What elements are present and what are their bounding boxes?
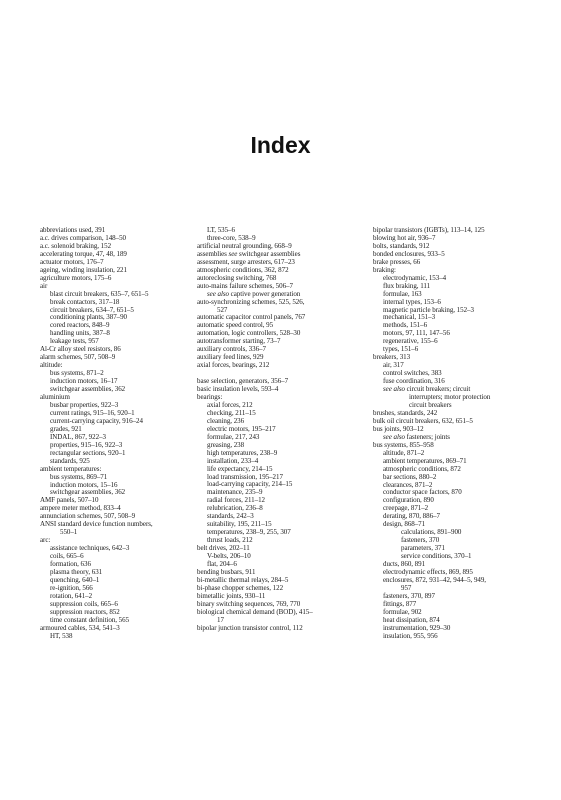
index-entry: ambient temperatures:: [40, 464, 102, 473]
index-entry: 957: [401, 583, 412, 592]
index-entry: see also circuit breakers; circuit: [383, 385, 471, 394]
index-entry: conductor space factors, 870: [383, 488, 462, 497]
index-entry: basic insulation levels, 593–4: [197, 385, 279, 394]
index-entry: busbar properties, 922–3: [50, 400, 119, 409]
index-entry: magnetic particle braking, 152–3: [383, 305, 474, 314]
index-entry: service conditions, 370–1: [401, 552, 472, 561]
index-entry: a.c. drives comparison, 148–50: [40, 233, 126, 242]
index-entry: suppression reactors, 852: [50, 607, 120, 616]
index-entry: properties, 915–16, 922–3: [50, 440, 123, 449]
index-entry: LT, 535–6: [207, 226, 235, 234]
index-entry: types, 151–6: [383, 345, 419, 354]
index-entry: rectangular sections, 920–1: [50, 448, 126, 457]
index-entry: checking, 211–15: [207, 408, 256, 417]
index-entry: fasteners, 370: [401, 536, 440, 545]
index-entry: bolts, standards, 912: [373, 241, 430, 250]
index-entry: suitability, 195, 211–15: [207, 520, 272, 529]
index-entry: induction motors, 16–17: [50, 377, 118, 386]
index-entry: parameters, 371: [401, 544, 445, 553]
index-entry: standards, 925: [50, 456, 90, 465]
index-entry: electrodynamic effects, 869, 895: [383, 567, 473, 576]
index-entry: maintenance, 235–9: [207, 488, 263, 497]
index-entry: internal types, 153–6: [383, 297, 441, 306]
index-entry: auxiliary feed lines, 929: [197, 353, 264, 362]
index-entry: brushes, standards, 242: [373, 408, 438, 417]
index-entry: altitude:: [40, 361, 63, 370]
index-entry: 527: [217, 305, 228, 314]
index-entry: agriculture motors, 175–6: [40, 273, 112, 282]
index-entry: cored reactors, 848–9: [50, 321, 110, 330]
index-entry: induction motors, 15–16: [50, 480, 118, 489]
index-entry: load transmission, 195–217: [207, 472, 283, 481]
index-entry: atmospheric conditions, 872: [383, 464, 461, 473]
index-entry: break contactors, 317–18: [50, 297, 120, 306]
index-entry: flux braking, 111: [383, 281, 431, 290]
index-entry: creepage, 871–2: [383, 504, 429, 513]
index-entry: conditioning plants, 387–90: [50, 313, 128, 322]
index-entry: design, 868–71: [383, 520, 426, 529]
index-entry: bar sections, 880–2: [383, 472, 437, 481]
index-entry: fuse coordination, 316: [383, 377, 445, 386]
index-entry: biological chemical demand (BOD), 415–: [197, 607, 313, 616]
index-entry: relubrication, 236–8: [207, 504, 263, 513]
index-entry: electrodynamic, 153–4: [383, 273, 447, 282]
index-entry: arc:: [40, 536, 51, 545]
index-entry: Al-Cr alloy steel resistors, 86: [40, 345, 121, 354]
index-entry: plasma theory, 631: [50, 567, 103, 576]
index-entry: flat, 204–6: [207, 560, 237, 569]
index-entry: control switches, 383: [383, 369, 442, 378]
index-entry: bus joints, 903–12: [373, 424, 424, 433]
index-entry: high temperatures, 238–9: [207, 448, 278, 457]
index-entry: automation, logic controllers, 528–30: [197, 329, 301, 338]
index-entry: formulae, 217, 243: [207, 432, 260, 441]
index-entry: INDAL, 867, 922–3: [50, 432, 106, 441]
index-entry: insulation, 955, 956: [383, 631, 438, 640]
index-entry: assemblies see switchgear assemblies: [197, 249, 301, 258]
index-entry: belt drives, 202–11: [197, 544, 250, 553]
index-entry: aluminium: [40, 393, 70, 402]
index-body: [0, 227, 561, 787]
index-entry: radial forces, 211–12: [207, 496, 265, 505]
index-entry: 550–1: [60, 528, 78, 537]
index-entry: artificial neutral grounding, 668–9: [197, 241, 292, 250]
index-entry: autotransformer starting, 73–7: [197, 337, 281, 346]
index-column-2: [197, 227, 372, 633]
index-entry: auto-mains failure schemes, 506–7: [197, 281, 293, 290]
index-entry: assessment, surge arresters, 617–23: [197, 257, 295, 266]
index-entry: electric motors, 195–217: [207, 424, 276, 433]
index-entry: air, 317: [383, 361, 404, 370]
index-entry: bi-metallic thermal relays, 284–5: [197, 575, 289, 584]
index-entry: standards, 242–3: [207, 512, 254, 521]
index-entry: motors, 97, 111, 147–56: [383, 329, 450, 338]
index-entry: re-ignition, 566: [50, 583, 93, 592]
index-entry: load-carrying capacity, 214–15: [207, 480, 293, 489]
index-column-3: [373, 227, 558, 641]
index-entry: automatic capacitor control panels, 767: [197, 313, 306, 322]
index-entry: suppression coils, 665–6: [50, 599, 118, 608]
index-entry: actuator motors, 176–7: [40, 257, 104, 266]
index-entry: life expectancy, 214–15: [207, 464, 273, 473]
index-entry: blowing hot air, 936–7: [373, 233, 436, 242]
index-entry: axial forces, 212: [207, 400, 253, 409]
index-entry: binary switching sequences, 769, 770: [197, 599, 301, 608]
index-entry: see also captive power generation: [207, 289, 301, 298]
index-entry: air: [40, 281, 48, 290]
index-entry: accelerating torque, 47, 48, 189: [40, 249, 127, 258]
index-entry: auto-synchronizing schemes, 525, 526,: [197, 297, 305, 306]
index-entry: circuit breakers, 634–7, 651–5: [50, 305, 134, 314]
index-entry: altitude, 871–2: [383, 448, 425, 457]
index-entry: calculations, 891–900: [401, 528, 462, 537]
index-entry: handling units, 387–8: [50, 329, 110, 338]
index-entry: bus systems, 855–958: [373, 440, 434, 449]
index-entry: cleaning, 236: [207, 416, 245, 425]
index-entry: grades, 921: [50, 424, 82, 433]
index-column-1: [40, 227, 198, 641]
page-title: Index: [250, 132, 311, 158]
index-entry: formulae, 163: [383, 289, 422, 298]
index-entry: instrumentation, 929–30: [383, 623, 451, 632]
index-entry: brake presses, 66: [373, 257, 421, 266]
index-entry: formulae, 902: [383, 607, 422, 616]
index-entry: annunciation schemes, 507, 508–9: [40, 512, 136, 521]
index-entry: auxiliary controls, 336–7: [197, 345, 266, 354]
index-entry: switchgear assemblies, 362: [50, 385, 126, 394]
index-entry: three-core, 538–9: [207, 233, 256, 242]
index-entry: armoured cables, 534, 541–3: [40, 623, 120, 632]
index-entry: alarm schemes, 507, 508–9: [40, 353, 116, 362]
index-entry: bimetallic joints, 930–11: [197, 591, 266, 600]
index-entry: ampere meter method, 833–4: [40, 504, 121, 513]
index-entry: bulk oil circuit breakers, 632, 651–5: [373, 416, 473, 425]
index-entry: current ratings, 915–16, 920–1: [50, 408, 135, 417]
index-entry: configuration, 890: [383, 496, 434, 505]
index-entry: a.c. solenoid braking, 152: [40, 241, 112, 250]
index-entry: thrust loads, 212: [207, 536, 253, 545]
index-entry: assistance techniques, 642–3: [50, 544, 130, 553]
index-entry: regenerative, 155–6: [383, 337, 438, 346]
index-entry: switchgear assemblies, 362: [50, 488, 126, 497]
index-entry: breakers, 313: [373, 353, 411, 362]
index-entry: 17: [217, 615, 224, 624]
index-entry: HT, 538: [50, 631, 73, 640]
index-entry: atmospheric conditions, 362, 872: [197, 265, 289, 274]
index-entry: axial forces, bearings, 212: [197, 361, 270, 370]
index-entry: installation, 233–4: [207, 456, 259, 465]
index-entry: time constant definition, 565: [50, 615, 130, 624]
index-entry: AMF panels, 507–10: [40, 496, 99, 505]
index-entry: see also fasteners; joints: [383, 432, 450, 441]
index-entry: greasing, 238: [207, 440, 245, 449]
index-entry: methods, 151–6: [383, 321, 428, 330]
index-entry: abbreviations used, 391: [40, 226, 106, 234]
index-entry: bipolar transistors (IGBTs), 113–14, 125: [373, 226, 485, 234]
index-entry: braking:: [373, 265, 396, 274]
index-entry: mechanical, 151–3: [383, 313, 436, 322]
index-entry: clearances, 871–2: [383, 480, 433, 489]
index-entry: current-carrying capacity, 916–24: [50, 416, 143, 425]
index-entry: heat dissipation, 874: [383, 615, 440, 624]
index-entry: fasteners, 370, 897: [383, 591, 435, 600]
index-entry: bi-phase chopper schemes, 122: [197, 583, 284, 592]
index-entry: fittings, 877: [383, 599, 417, 608]
index-entry: bonded enclosures, 933–5: [373, 249, 445, 258]
index-entry: temperatures, 238–9, 255, 307: [207, 528, 291, 537]
index-entry: formation, 636: [50, 560, 91, 569]
index-entry: ageing, winding insulation, 221: [40, 265, 127, 274]
index-entry: rotation, 641–2: [50, 591, 93, 600]
index-entry: quenching, 640–1: [50, 575, 100, 584]
index-entry: coils, 665–6: [50, 552, 84, 561]
index-entry: bipolar junction transistor control, 112: [197, 623, 303, 632]
index-entry: bearings:: [197, 393, 223, 401]
index-entry: autoreclosing switching, 768: [197, 273, 277, 282]
index-entry: bus systems, 871–2: [50, 369, 104, 378]
index-entry: bending busbars, 911: [197, 567, 256, 576]
index-entry: automatic speed control, 95: [197, 321, 274, 330]
index-entry: V-belts, 206–10: [207, 552, 251, 561]
index-entry: ducts, 860, 891: [383, 560, 426, 569]
index-entry: interrupters; motor protection: [409, 393, 491, 402]
index-entry: derating, 870, 886–7: [383, 512, 440, 521]
index-entry: leakage tests, 957: [50, 337, 99, 346]
index-entry: blast circuit breakers, 635–7, 651–5: [50, 289, 149, 298]
index-entry: base selection, generators, 356–7: [197, 377, 289, 386]
index-entry: ANSI standard device function numbers,: [40, 520, 153, 529]
index-entry: circuit breakers: [409, 400, 452, 409]
index-entry: ambient temperatures, 869–71: [383, 456, 467, 465]
index-entry: enclosures, 872, 931–42, 944–5, 949,: [383, 575, 486, 584]
index-entry: bus systems, 869–71: [50, 472, 108, 481]
